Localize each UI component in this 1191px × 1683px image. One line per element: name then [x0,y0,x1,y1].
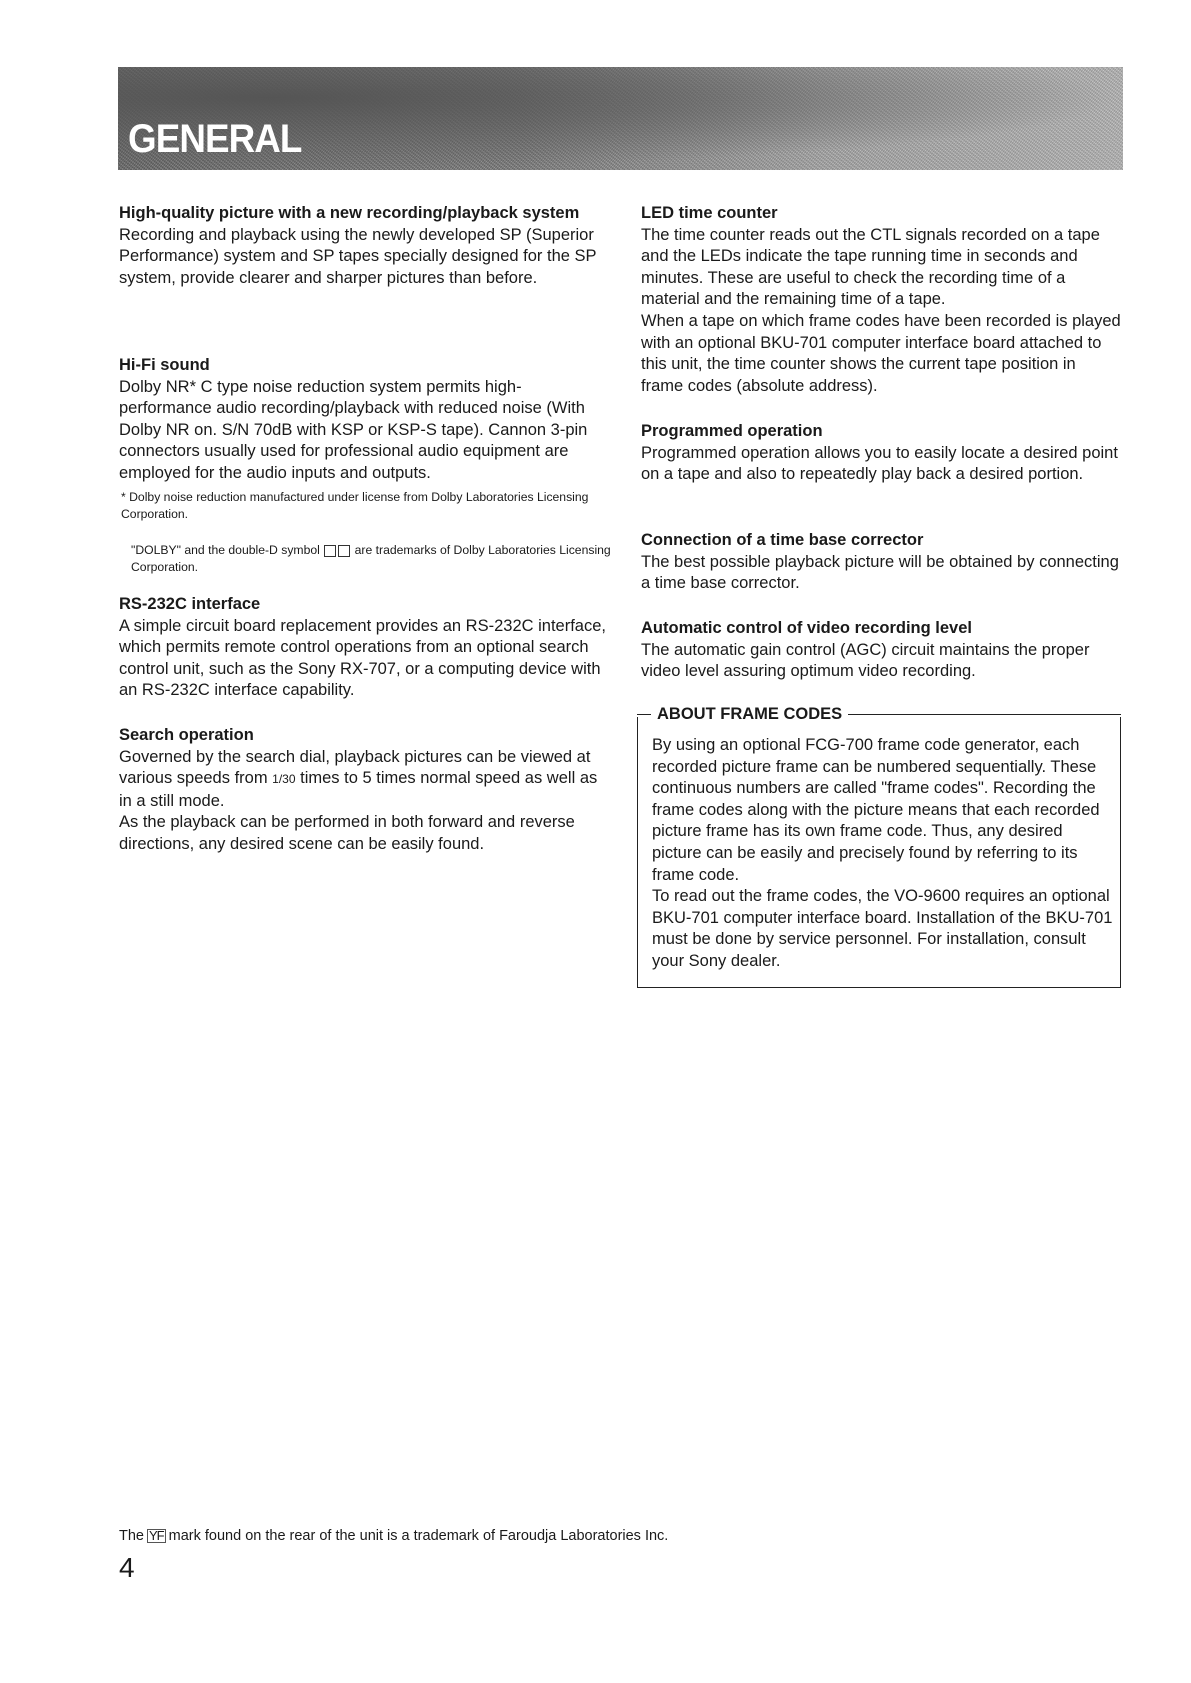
box-body: By using an optional FCG-700 frame code generator, each recorded picture frame can be numbered sequentially. These continuous numbers are called "frame codes". Recording the frame codes along with the picture means that each recorded picture frame has its own frame code. Thus, any desired picture can be easily and precisely found by referring to its frame code. [652,736,1100,884]
feature-body: Dolby NR* C type noise reduction system permits high-performance audio recording/playback with reduced noise (With Dolby NR on. S/N 70dB with KSP or KSP-S tape). Cannon 3-pin connectors usually used for professional audio equipment are employed for the audio inputs and outputs. [119,377,588,482]
feature-heading: Programmed operation [641,422,823,440]
page-number: 4 [119,1552,135,1583]
feature-picture-quality [119,203,609,289]
body-text: times to 5 times normal speed as well as in a still mode. [119,769,598,810]
feature-search-operation [119,725,609,856]
fraction: 1/30 [272,772,296,787]
feature-heading: RS-232C interface [119,595,261,613]
feature-led-counter [641,203,1121,397]
feature-tbc-connection [641,530,1121,595]
feature-hifi-sound [119,355,609,485]
feature-heading: LED time counter [641,204,778,222]
feature-body [119,747,609,813]
frame-codes-box [637,705,1121,988]
double-d-icon [323,543,351,557]
feature-body: Recording and playback using the newly developed SP (Superior Performance) system and SP tapes specially designed for the SP system, provide clearer and sharper pictures than before. [119,225,597,287]
body-text: Governed by the search dial, playback pictures can be viewed at various speeds from [119,747,591,788]
section-title: GENERAL [128,117,302,161]
feature-body: A simple circuit board replacement provides an RS-232C interface, which permits remote control operations from an optional search control unit, such as the Sony RX-707, or a computing device with an RS-232C interface capability. [119,616,606,700]
feature-body: When a tape on which frame codes have been recorded is played with an optional BKU-701 computer interface board attached to this unit, the time counter shows the current tape position in frame codes (absolute address). [641,311,1121,395]
feature-heading: Hi-Fi sound [119,356,210,374]
feature-body: The best possible playback picture will be obtained by connecting a time base corrector. [641,552,1119,593]
feature-body: Programmed operation allows you to easily locate a desired point on a tape and also to repeatedly play back a desired portion. [641,443,1118,484]
footer-text: mark found on the rear of the unit is a trademark of Faroudja Laboratories Inc. [168,1528,669,1544]
trademark-text: are trademarks of Dolby Laboratories Licensing Corporation. [131,543,611,574]
box-body: To read out the frame codes, the VO-9600 requires an optional BKU-701 computer interface board. Installation of the BKU-701 must be done by service personnel. For installation, consult your Sony dealer. [652,887,1113,970]
section-header-band [118,67,1123,170]
box-title: ABOUT FRAME CODES [657,705,843,723]
feature-body: The time counter reads out the CTL signals recorded on a tape and the LEDs indicate the tape running time in seconds and minutes. These are useful to check the recording time of a material and the remaining time of a tape. [641,225,1100,309]
faroudja-trademark-note [119,1528,668,1544]
footer-text: The [119,1528,144,1544]
feature-agc [641,618,1121,683]
trademark-text: "DOLBY" and the double-D symbol [131,543,320,557]
feature-heading: Automatic control of video recording level [641,619,972,637]
feature-heading: High-quality picture with a new recording/playback system [119,204,580,222]
dolby-footnote: * Dolby noise reduction manufactured under license from Dolby Laboratories Licensing Corporation. [121,490,589,521]
feature-heading: Connection of a time base corrector [641,531,924,549]
feature-rs232c [119,594,609,702]
feature-body: As the playback can be performed in both forward and reverse directions, any desired scene can be easily found. [119,813,575,853]
feature-programmed-operation [641,421,1121,486]
faroudja-mark-icon: YF [149,1528,164,1544]
feature-heading: Search operation [119,726,254,744]
feature-body: The automatic gain control (AGC) circuit maintains the proper video level assuring optimum video recording. [641,640,1090,681]
box-title-row [637,705,1121,724]
dolby-trademark-note [131,542,611,576]
